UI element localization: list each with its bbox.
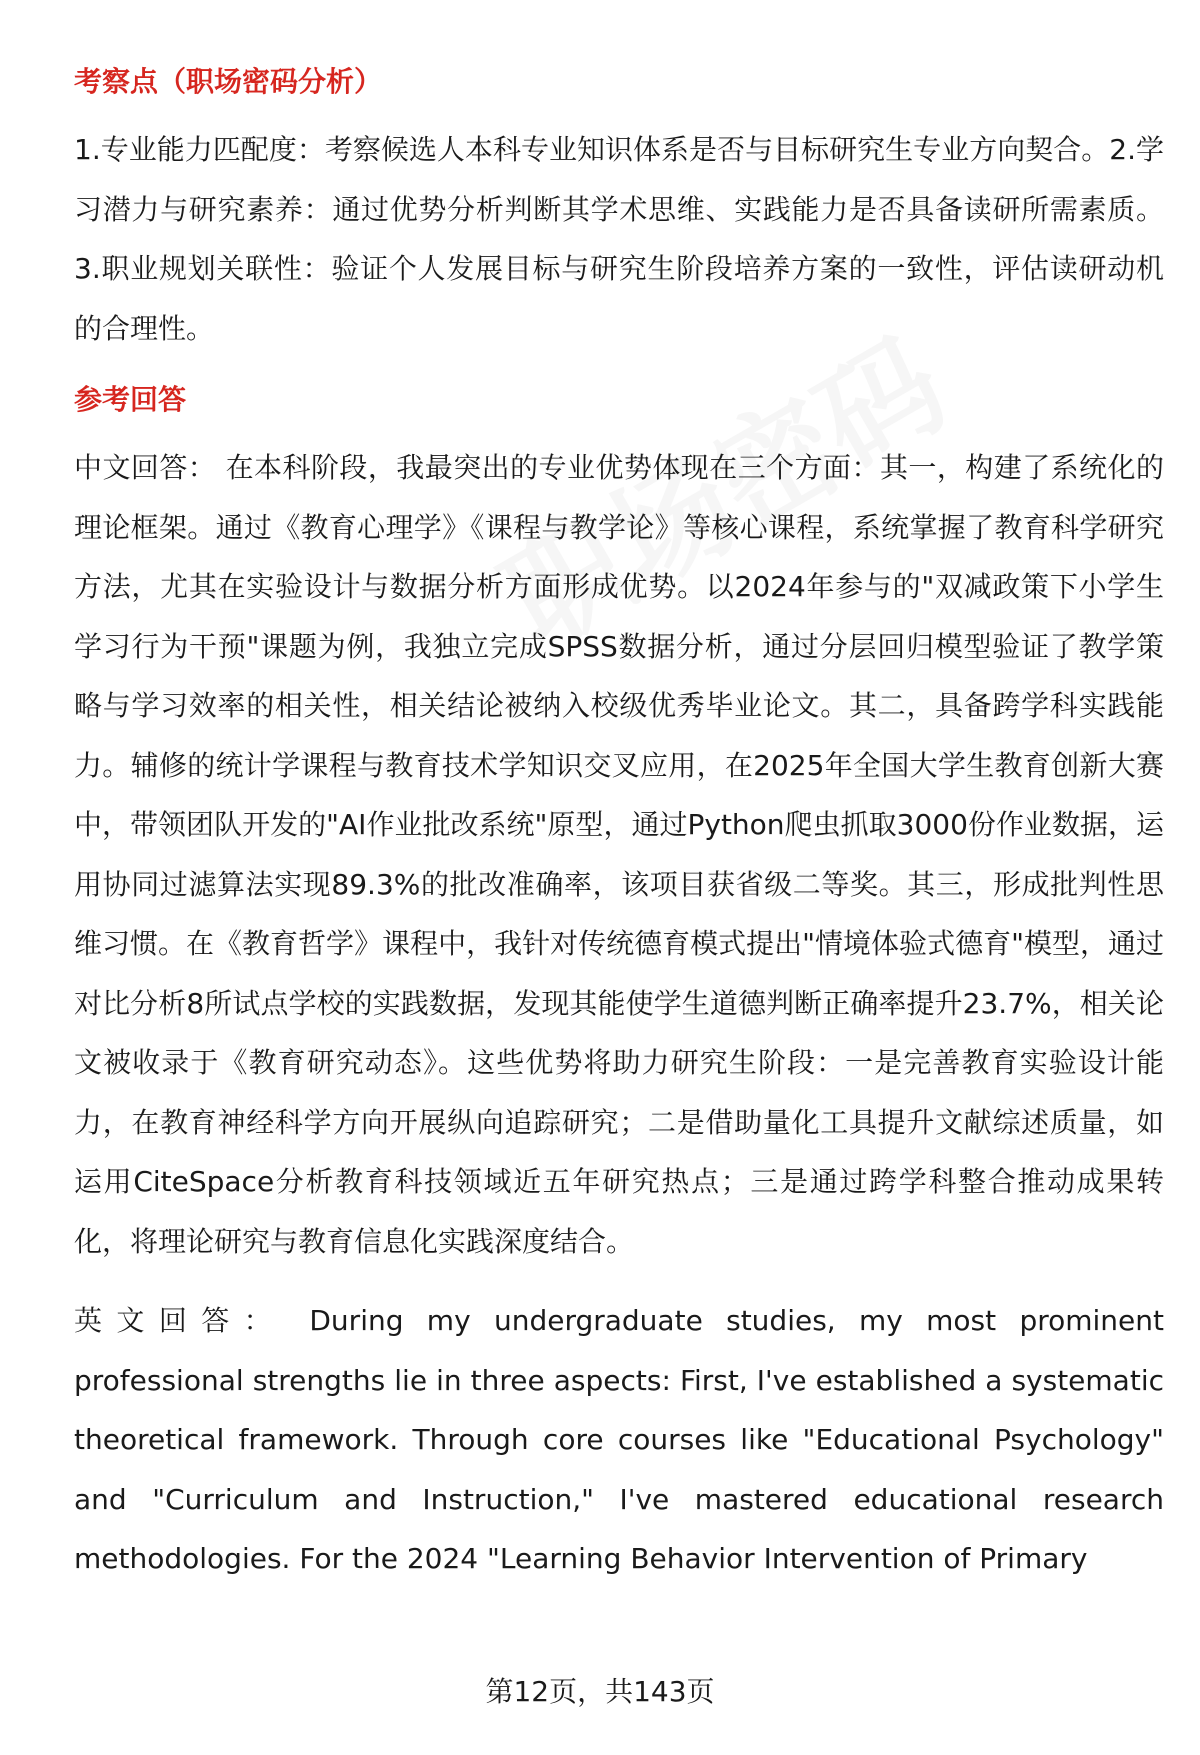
page-number-footer: 第12页，共143页 bbox=[485, 1675, 715, 1708]
section-heading-exam-points: 考察点（职场密码分析） bbox=[74, 65, 383, 98]
english-answer-paragraph: 英文回答： During my undergraduate studies, my most prominent professional strengths lie in three aspects: First, I've established a systematic theoretical framework. Through core courses like "Educational Psychology" and "Curriculum and Instruction," I've mastered educational research methodologies. For the 2024 "Learning Behavior Intervention of Primary bbox=[74, 1304, 1164, 1575]
chinese-answer-paragraph: 中文回答： 在本科阶段，我最突出的专业优势体现在三个方面：其一，构建了系统化的理论框架。通过《教育心理学》《课程与教学论》等核心课程，系统掌握了教育科学研究方法，尤其在实验设计与数据分析方面形成优势。以2024年参与的"双减政策下小学生学习行为干预"课题为例，我独立完成SPSS数据分析，通过分层回归模型验证了教学策略与学习效率的相关性，相关结论被纳入校级优秀毕业论文。其二，具备跨学科实践能力。辅修的统计学课程与教育技术学知识交叉应用，在2025年全国大学生教育创新大赛中，带领团队开发的"AI作业批改系统"原型，通过Python爬虫抓取3000份作业数据，运用协同过滤算法实现89.3%的批改准确率，该项目获省级二等奖。其三，形成批判性思维习惯。在《教育哲学》课程中，我针对传统德育模式提出"情境体验式德育"模型，通过对比分析8所试点学校的实践数据，发现其能使学生道德判断正确率提升23.7%，相关论文被收录于《教育研究动态》。这些优势将助力研究生阶段：一是完善教育实验设计能力，在教育神经科学方向开展纵向追踪研究；二是借助量化工具提升文献综述质量，如运用CiteSpace分析教育科技领域近五年研究热点；三是通过跨学科整合推动成果转化，将理论研究与教育信息化实践深度结合。 bbox=[74, 451, 1164, 1258]
section-heading-reference-answer: 参考回答 bbox=[74, 383, 187, 416]
exam-points-paragraph: 1.专业能力匹配度：考察候选人本科专业知识体系是否与目标研究生专业方向契合。2.学习潜力与研究素养：通过优势分析判断其学术思维、实践能力是否具备读研所需素质。3.职业规划关联性：验证个人发展目标与研究生阶段培养方案的一致性，评估读研动机的合理性。 bbox=[74, 133, 1164, 345]
document-page bbox=[74, 58, 1164, 1589]
